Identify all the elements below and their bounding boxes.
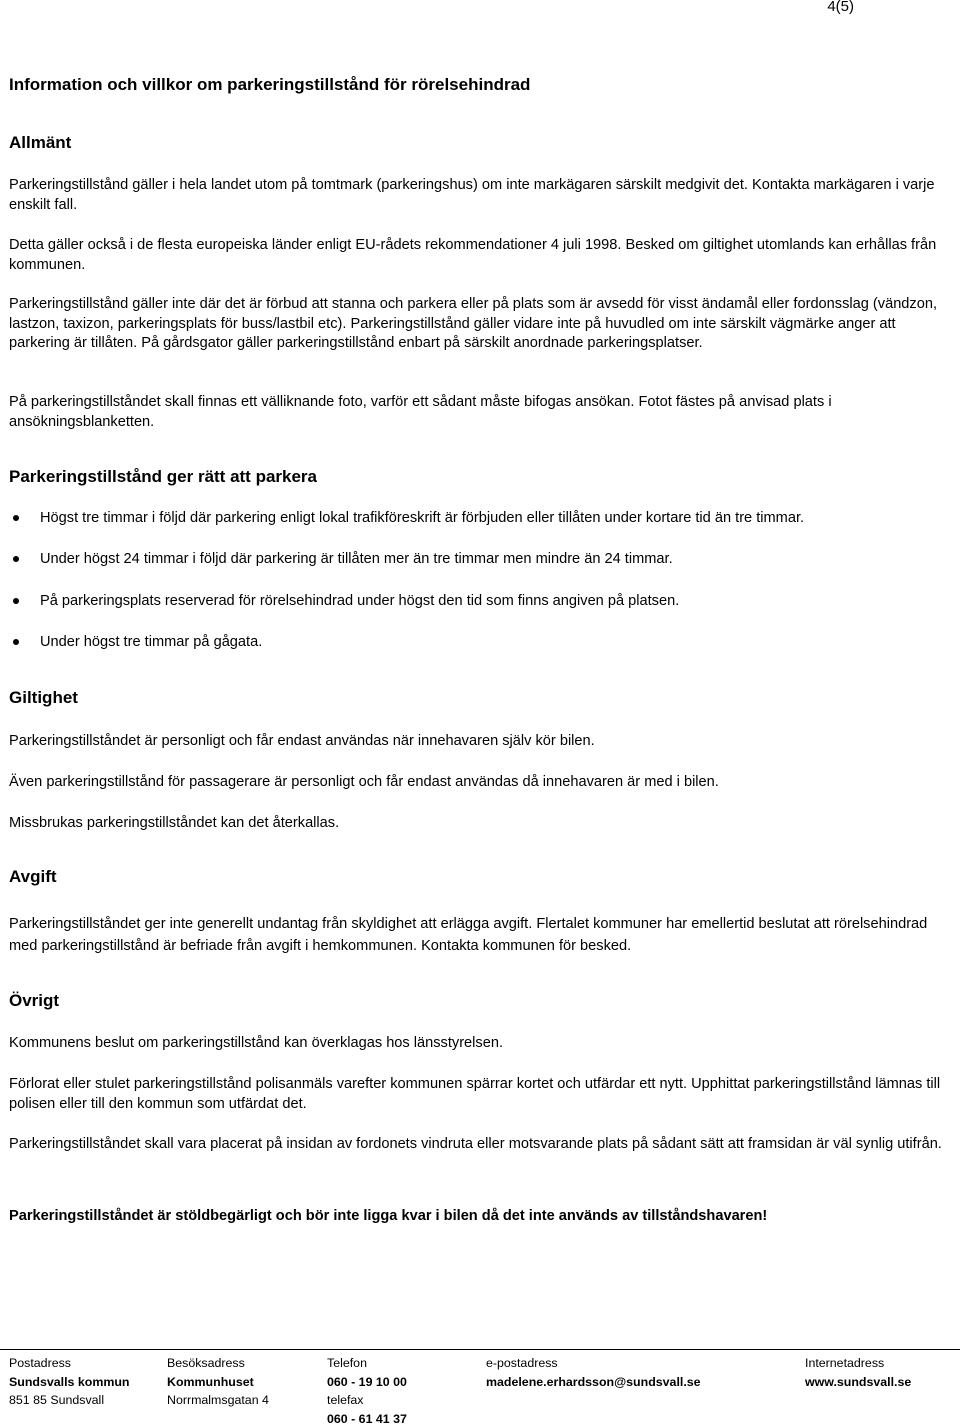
list-item-text: Under högst 24 timmar i följd där parkering är tillåten mer än tre timmar men mindre än 24 timmar. [40, 551, 673, 567]
list-item [9, 591, 949, 632]
bullet-icon [13, 556, 19, 562]
heading-allmant: Allmänt [9, 133, 71, 153]
footer-label: telefax [327, 1391, 407, 1410]
bullet-icon [13, 639, 19, 645]
footer-epost [486, 1354, 701, 1391]
list-item-text: På parkeringsplats reserverad för rörelsehindrad under högst den tid som finns angiven på platsen. [40, 593, 679, 609]
heading-ratt-att-parkera: Parkeringstillstånd ger rätt att parkera [9, 467, 317, 487]
footer-value: 060 - 61 41 37 [327, 1410, 407, 1428]
footer-telefon [327, 1354, 407, 1428]
footer-label: Telefon [327, 1354, 407, 1373]
list-item [9, 508, 949, 549]
list-item [9, 549, 949, 590]
footer-divider [0, 1349, 960, 1350]
page-number: 4(5) [827, 0, 854, 15]
footer-internet [805, 1354, 911, 1391]
heading-ovrigt: Övrigt [9, 991, 59, 1011]
footer-email-link[interactable]: madelene.erhardsson@sundsvall.se [486, 1373, 701, 1392]
paragraph: Parkeringstillståndet är personligt och får endast användas när innehavaren själv kör bilen. [9, 732, 944, 752]
footer-label: Besöksadress [167, 1354, 269, 1373]
footer-value: 060 - 19 10 00 [327, 1373, 407, 1392]
footer-website-link[interactable]: www.sundsvall.se [805, 1373, 911, 1392]
footer-label: Internetadress [805, 1354, 911, 1373]
list-item-text: Högst tre timmar i följd där parkering enligt lokal trafikföreskrift är förbjuden eller tillåten under kortare tid än tre timmar. [40, 510, 804, 526]
footer-label: e-postadress [486, 1354, 701, 1373]
footer-value: Norrmalmsgatan 4 [167, 1391, 269, 1410]
bullet-list [9, 508, 949, 673]
paragraph: Förlorat eller stulet parkeringstillstånd polisanmäls varefter kommunen spärrar kortet och utfärdar ett nytt. Upphittat parkeringstillstånd lämnas till polisen eller till den kommun som utfärdat det. [9, 1075, 944, 1114]
heading-giltighet: Giltighet [9, 688, 78, 708]
paragraph: Parkeringstillstånd gäller i hela landet utom på tomtmark (parkeringshus) om inte markägaren särskilt medgivit det. Kontakta markägaren i varje enskilt fall. [9, 176, 944, 215]
bullet-icon [13, 598, 19, 604]
footer-besoksadress [167, 1354, 269, 1410]
paragraph: Missbrukas parkeringstillståndet kan det återkallas. [9, 814, 944, 834]
heading-avgift: Avgift [9, 867, 57, 887]
bullet-icon [13, 515, 19, 521]
footer-postadress [9, 1354, 130, 1410]
paragraph: Parkeringstillstånd gäller inte där det är förbud att stanna och parkera eller på plats som är avsedd för visst ändamål eller fordonsslag (vändzon, lastzon, taxizon, parkeringsplats för buss/lastbil etc). Parkeringstillstånd gäller vidare inte på huvudled om inte särskilt vägmärke anger att parkering är tillåten. På gårdsgator gäller parkeringstillstånd enbart på särskilt anordnade parkeringsplatser. [9, 295, 944, 354]
paragraph: Även parkeringstillstånd för passagerare är personligt och får endast användas då innehavaren är med i bilen. [9, 773, 944, 793]
paragraph: Parkeringstillståndet ger inte generellt undantag från skyldighet att erlägga avgift. Flertalet kommuner har emellertid beslutat att rörelsehindrad med parkeringstillstånd är befriade från avgift i hemkommunen. Kontakta kommunen för besked. [9, 913, 944, 957]
paragraph: Parkeringstillståndet skall vara placerat på insidan av fordonets vindruta eller motsvarande plats på sådant sätt att framsidan är väl synlig utifrån. [9, 1135, 944, 1155]
footer-value: 851 85 Sundsvall [9, 1391, 130, 1410]
paragraph: På parkeringstillståndet skall finnas ett välliknande foto, varför ett sådant måste bifogas ansökan. Fotot fästes på anvisad plats i ansökningsblanketten. [9, 393, 944, 432]
footer-label: Postadress [9, 1354, 130, 1373]
paragraph: Kommunens beslut om parkeringstillstånd kan överklagas hos länsstyrelsen. [9, 1034, 944, 1054]
page-title: Information och villkor om parkeringstillstånd för rörelsehindrad [9, 75, 530, 95]
footer-value: Sundsvalls kommun [9, 1373, 130, 1392]
paragraph: Detta gäller också i de flesta europeiska länder enligt EU-rådets rekommendationer 4 juli 1998. Besked om giltighet utomlands kan erhållas från kommunen. [9, 236, 944, 275]
warning-text: Parkeringstillståndet är stöldbegärligt och bör inte ligga kvar i bilen då det inte används av tillståndshavaren! [9, 1207, 944, 1227]
list-item [9, 632, 949, 673]
list-item-text: Under högst tre timmar på gågata. [40, 634, 262, 650]
footer-value: Kommunhuset [167, 1373, 269, 1392]
